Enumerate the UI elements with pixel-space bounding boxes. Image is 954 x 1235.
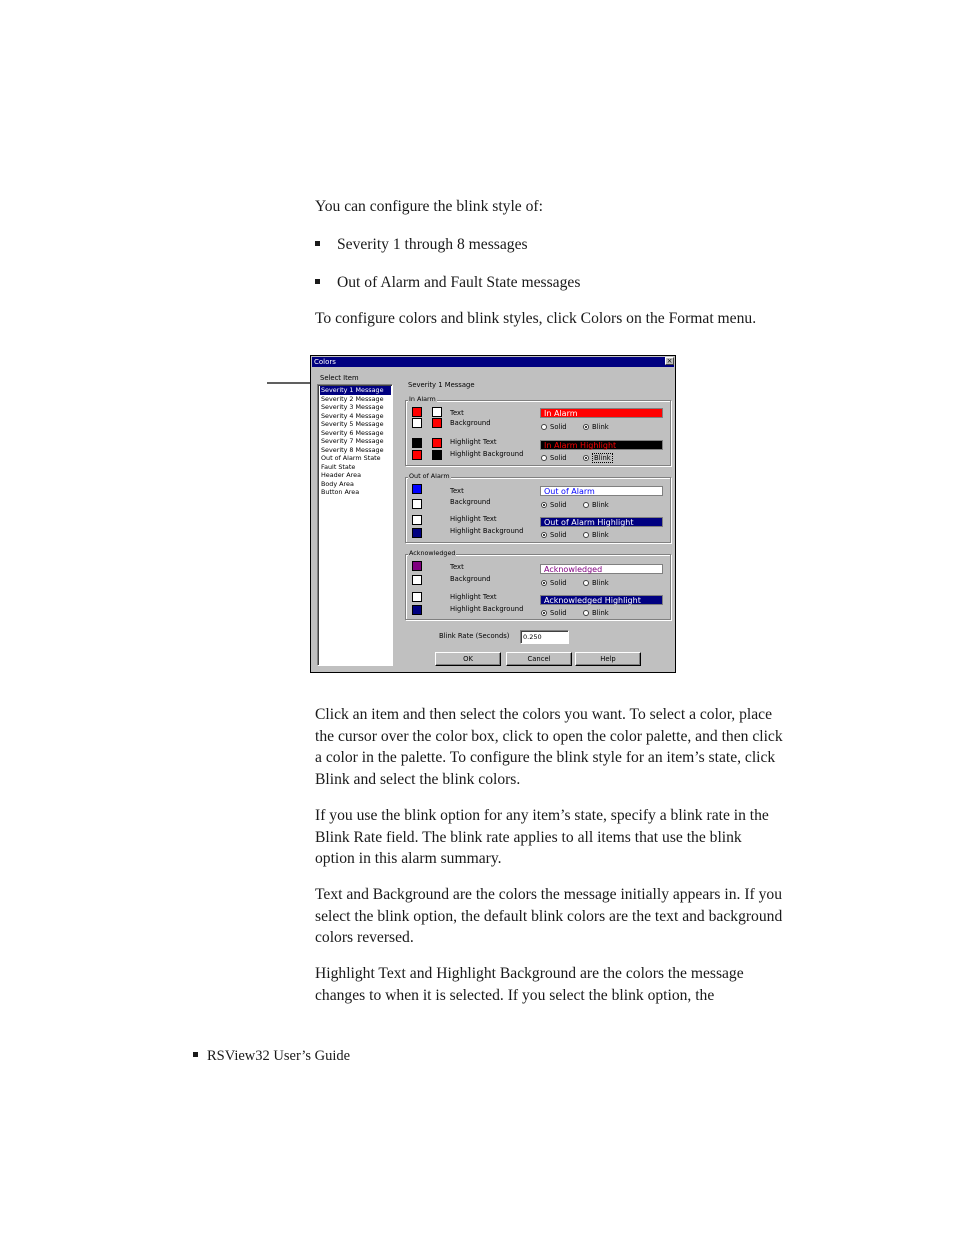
in-alarm-highlight-text-blink-color-box[interactable]	[432, 438, 442, 448]
out-of-alarm-highlight-text-color-box[interactable]	[412, 515, 422, 525]
solid-radio[interactable]	[541, 580, 547, 586]
page-footer: RSView32 User’s Guide	[193, 1048, 350, 1065]
bullet-square-icon	[315, 279, 320, 284]
list-item[interactable]: Severity 2 Message	[321, 394, 384, 403]
blink-label: Blink	[592, 501, 609, 509]
solid-radio[interactable]	[541, 502, 547, 508]
blink-label: Blink	[592, 531, 609, 539]
dialog-titlebar: Colors	[312, 357, 674, 367]
list-item[interactable]: Severity 7 Message	[321, 437, 384, 445]
blink-radio[interactable]	[583, 502, 589, 508]
list-item[interactable]: Severity 4 Message	[321, 411, 384, 420]
highlight-background-label: Highlight Background	[450, 605, 524, 613]
out-of-alarm-highlight-sample: Out of Alarm Highlight	[540, 517, 663, 527]
paragraph: Highlight Text and Highlight Background are the colors the message changes to when it is selected. If you select the blink option, the	[315, 965, 744, 1004]
highlight-text-label: Highlight Text	[450, 438, 497, 446]
blink-label: Blink	[594, 454, 611, 462]
text-label: Text	[450, 563, 464, 571]
out-of-alarm-background-color-box[interactable]	[412, 499, 422, 509]
acknowledged-sample: Acknowledged	[540, 564, 663, 574]
configure-text: To configure colors and blink styles, click Colors on the Format menu.	[315, 310, 757, 327]
out-of-alarm-text-color-box[interactable]	[412, 484, 422, 494]
in-alarm-highlight-sample: In Alarm Highlight	[540, 440, 663, 450]
background-label: Background	[450, 575, 491, 583]
list-item[interactable]: Severity 6 Message	[321, 428, 384, 437]
paragraph: Text and Background are the colors the message initially appears in. If you select the blink option, the default blink colors are the text and background colors reversed.	[315, 886, 783, 947]
colors-dialog	[310, 355, 676, 673]
acknowledged-highlight-sample: Acknowledged Highlight	[540, 595, 663, 605]
blink-label: Blink	[592, 579, 609, 587]
highlight-text-label: Highlight Text	[450, 515, 497, 523]
out-of-alarm-highlight-background-color-box[interactable]	[412, 528, 422, 538]
select-item-list[interactable]	[317, 384, 393, 666]
paragraph: Click an item and then select the colors you want. To select a color, place the cursor over the color box, click to open the color palette, and then click a color in the palette. To configure the blink style for an item’s state, click Blink and select the blink colors.	[315, 706, 783, 789]
highlight-text-label: Highlight Text	[450, 593, 497, 601]
in-alarm-background-color-box[interactable]	[412, 418, 422, 428]
solid-label: Solid	[550, 423, 567, 431]
bullet-item: Severity 1 through 8 messages	[315, 235, 528, 255]
list-item[interactable]: Fault State	[321, 462, 356, 471]
out-of-alarm-sample: Out of Alarm	[540, 486, 663, 496]
solid-radio[interactable]	[541, 424, 547, 430]
in-alarm-sample: In Alarm	[540, 408, 663, 418]
background-label: Background	[450, 419, 491, 427]
blink-label: Blink	[592, 609, 609, 617]
ok-button[interactable]: OK	[435, 652, 501, 666]
blink-label: Blink	[592, 423, 609, 431]
paragraph: If you use the blink option for any item’s state, specify a blink rate in the Blink Rate field. The blink rate applies to all items that use the blink option in this alarm summary.	[315, 807, 769, 868]
acknowledged-label: Acknowledged	[409, 549, 456, 557]
out-of-alarm-label: Out of Alarm	[409, 472, 450, 480]
severity-heading: Severity 1 Message	[408, 381, 475, 389]
solid-label: Solid	[550, 609, 567, 617]
in-alarm-highlight-text-color-box[interactable]	[412, 438, 422, 448]
list-item[interactable]: Header Area	[321, 471, 362, 479]
help-button[interactable]: Help	[575, 652, 641, 666]
text-label: Text	[450, 487, 464, 495]
acknowledged-highlight-background-color-box[interactable]	[412, 605, 422, 615]
in-alarm-highlight-background-color-box[interactable]	[412, 450, 422, 460]
solid-radio[interactable]	[541, 532, 547, 538]
solid-label: Solid	[550, 454, 567, 462]
select-item-label: Select Item	[320, 374, 359, 382]
text-label: Text	[450, 409, 464, 417]
list-item[interactable]: Body Area	[321, 479, 354, 488]
intro-text: You can configure the blink style of:	[315, 198, 543, 215]
solid-label: Solid	[550, 501, 567, 509]
list-item[interactable]: Out of Alarm State	[321, 454, 381, 462]
blink-rate-input[interactable]: 0.250	[520, 630, 569, 644]
in-alarm-text-blink-color-box[interactable]	[432, 407, 442, 417]
acknowledged-highlight-text-color-box[interactable]	[412, 592, 422, 602]
solid-label: Solid	[550, 531, 567, 539]
list-item[interactable]: Button Area	[321, 488, 360, 496]
list-item[interactable]: Severity 8 Message	[321, 445, 384, 454]
list-item[interactable]: Severity 5 Message	[321, 420, 384, 428]
bullet-square-icon	[193, 1052, 198, 1057]
highlight-background-label: Highlight Background	[450, 527, 524, 535]
in-alarm-text-color-box[interactable]	[412, 407, 422, 417]
bullet-square-icon	[315, 241, 320, 246]
close-icon[interactable]: ×	[666, 357, 673, 365]
highlight-background-label: Highlight Background	[450, 450, 524, 458]
acknowledged-text-color-box[interactable]	[412, 561, 422, 571]
list-item[interactable]: Severity 1 Message	[320, 386, 391, 395]
blink-radio[interactable]	[583, 610, 589, 616]
cancel-button[interactable]: Cancel	[506, 652, 572, 666]
in-alarm-label: In Alarm	[409, 395, 436, 403]
bullet-item: Out of Alarm and Fault State messages	[315, 273, 580, 293]
solid-radio[interactable]	[541, 610, 547, 616]
in-alarm-highlight-background-blink-color-box[interactable]	[432, 450, 442, 460]
blink-radio[interactable]	[583, 455, 589, 461]
blink-rate-label: Blink Rate (Seconds)	[439, 632, 510, 640]
solid-label: Solid	[550, 579, 567, 587]
solid-radio[interactable]	[541, 455, 547, 461]
background-label: Background	[450, 498, 491, 506]
acknowledged-background-color-box[interactable]	[412, 575, 422, 585]
blink-radio[interactable]	[583, 424, 589, 430]
blink-radio[interactable]	[583, 580, 589, 586]
in-alarm-background-blink-color-box[interactable]	[432, 418, 442, 428]
list-item[interactable]: Severity 3 Message	[321, 403, 384, 411]
blink-radio[interactable]	[583, 532, 589, 538]
